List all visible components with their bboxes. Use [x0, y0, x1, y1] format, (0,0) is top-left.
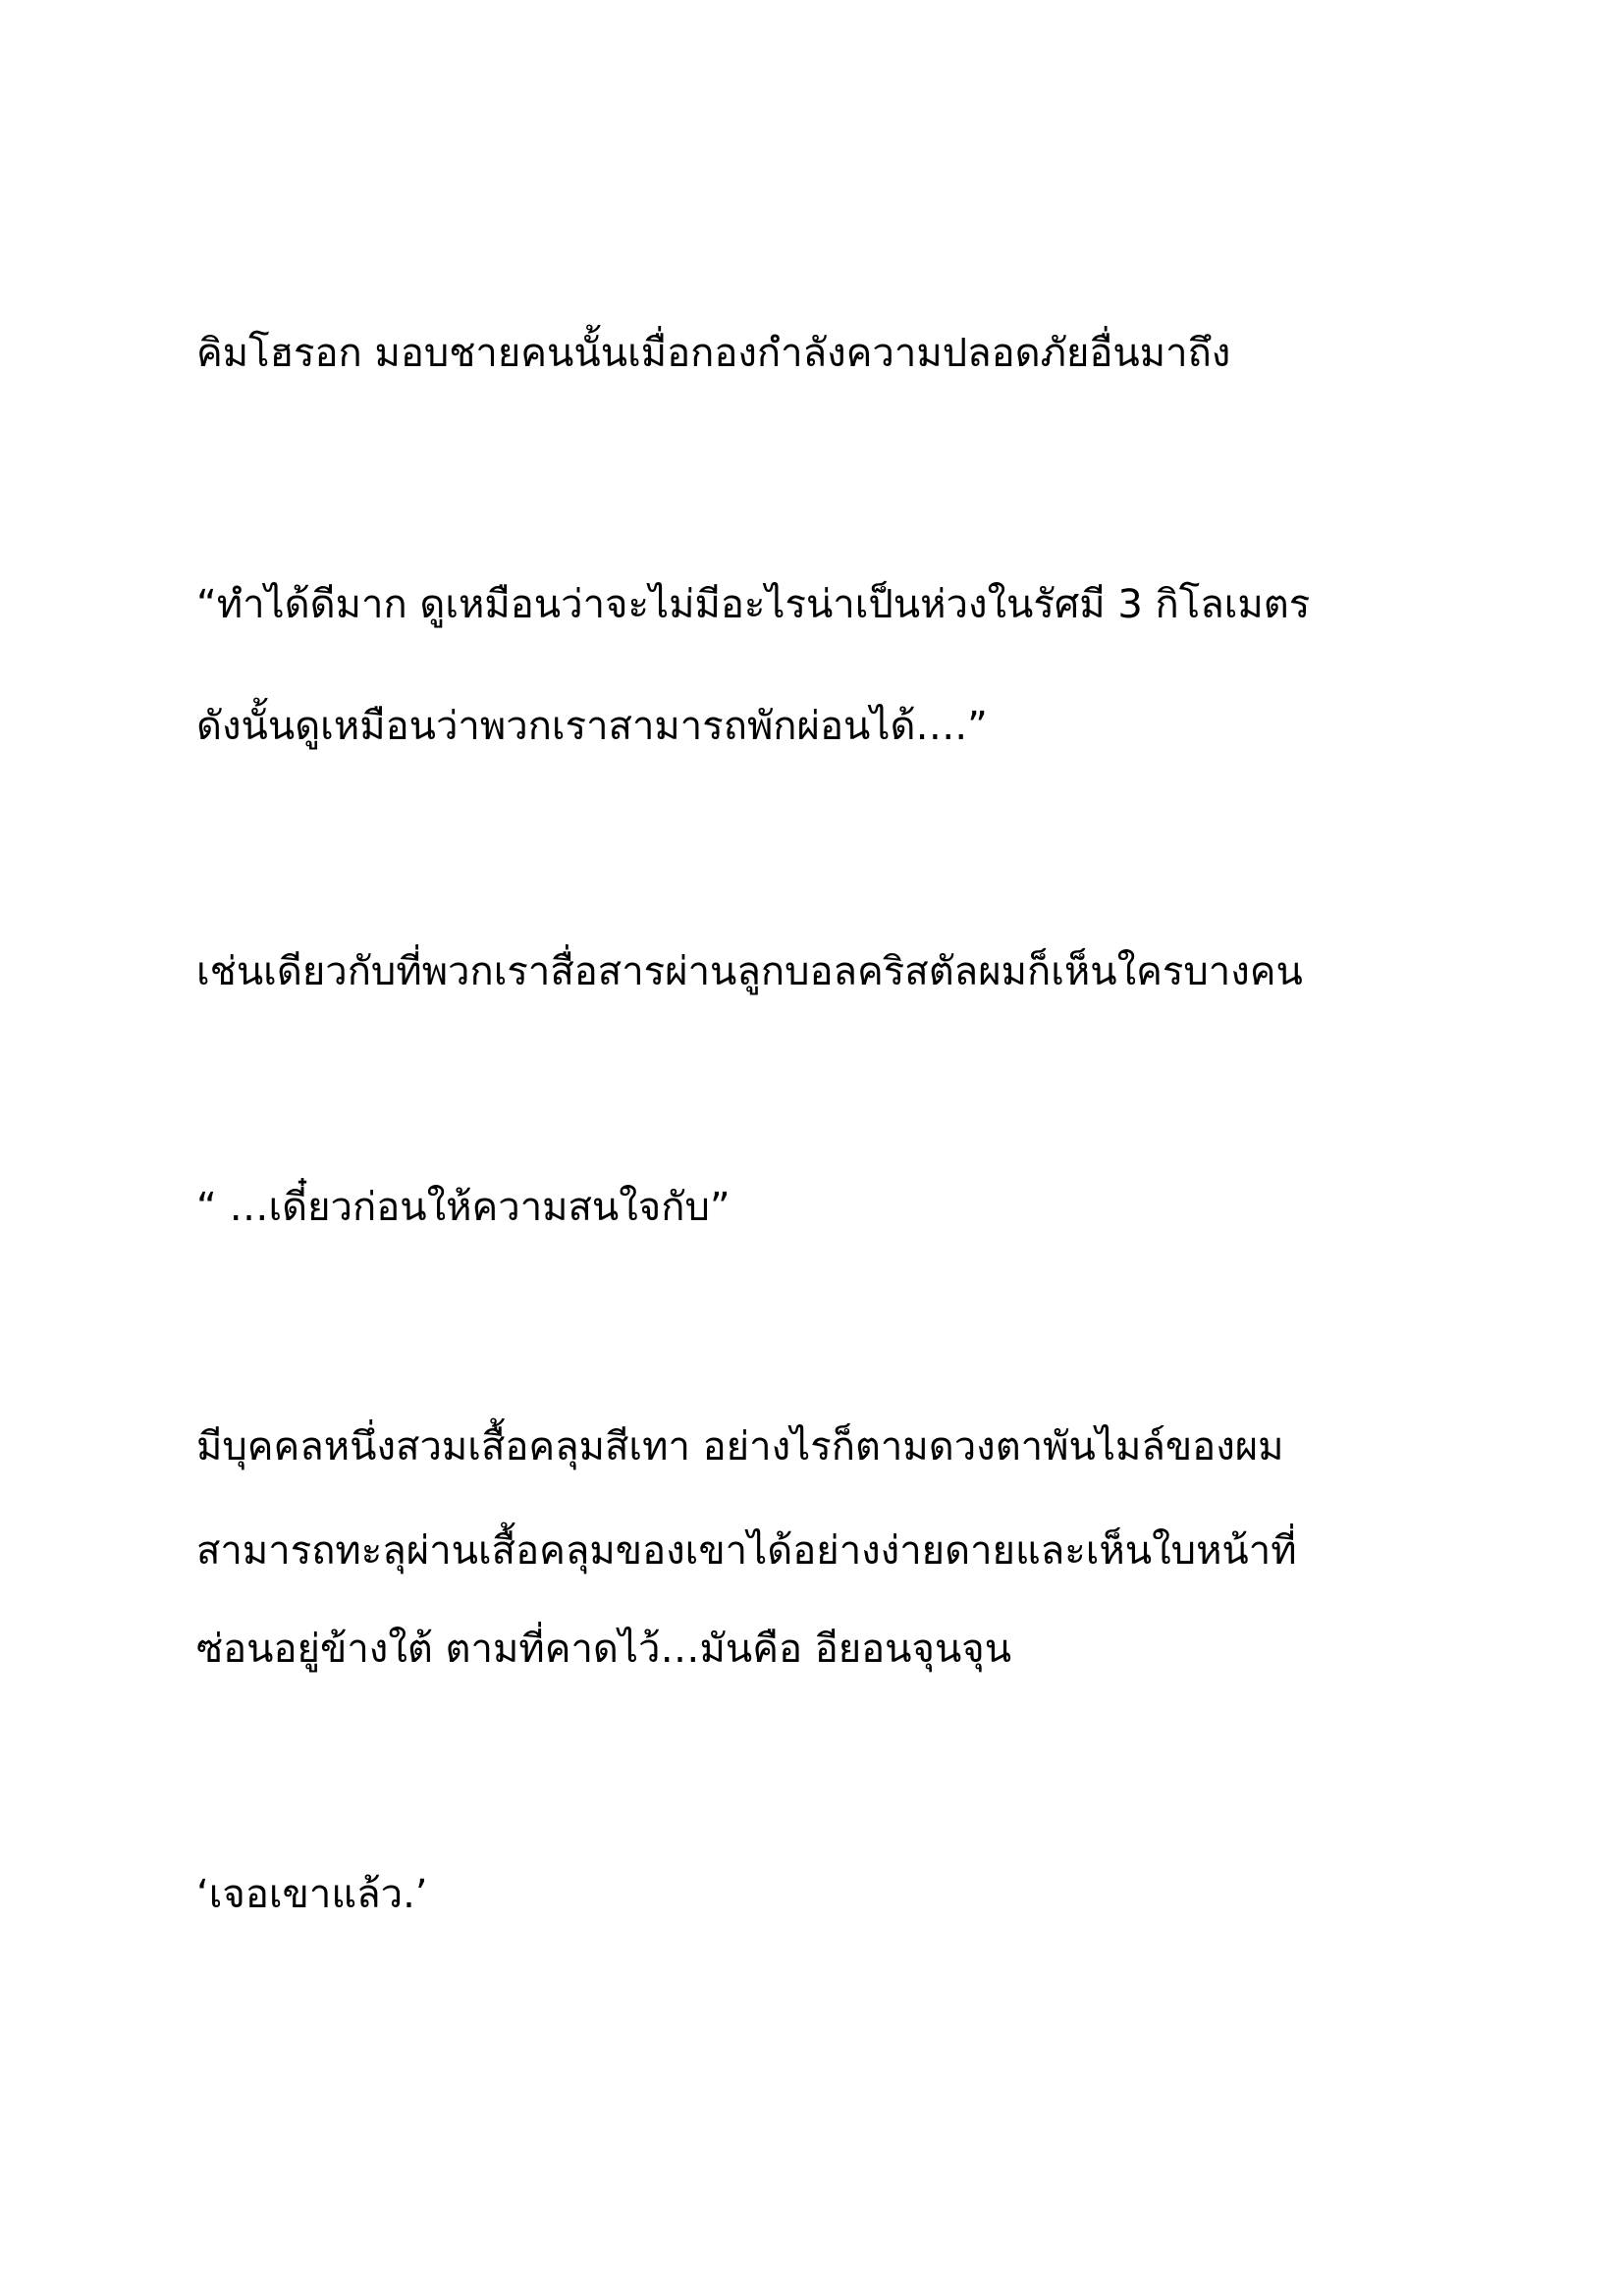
narration-line: มีบุคคลหนึ่งสวมเสื้อคลุมสีเทา อย่างไรก็ตามดวงตาพันไมล์ของผม — [196, 1424, 1284, 1469]
dialogue-line: “ …เดี๋ยวก่อนให้ความสนใจกับ” — [196, 1185, 731, 1230]
narration-line: คิมโฮรอก มอบชายคนนั้นเมื่อกองกำลังความปลอดภัยอื่นมาถึง — [196, 331, 1231, 376]
narration-line: ซ่อนอยู่ข้างใต้ ตามที่คาดไว้…มันคือ อียอนจุนจุน — [196, 1627, 1012, 1672]
dialogue-line: ดังนั้นดูเหมือนว่าพวกเราสามารถพักผ่อนได้….” — [196, 704, 988, 749]
narration-line: เช่นเดียวกับที่พวกเราสื่อสารผ่านลูกบอลคริสตัลผมก็เห็นใครบางคน — [196, 949, 1303, 994]
narration-line: สามารถทะลุผ่านเสื้อคลุมของเขาได้อย่างง่ายดายและเห็นใบหน้าที่ — [196, 1528, 1297, 1574]
dialogue-line: “ทำได้ดีมาก ดูเหมือนว่าจะไม่มีอะไรน่าเป็นห่วงในรัศมี 3 กิโลเมตร — [196, 582, 1311, 627]
thought-line: ‘เจอเขาแล้ว.’ — [196, 1872, 428, 1917]
